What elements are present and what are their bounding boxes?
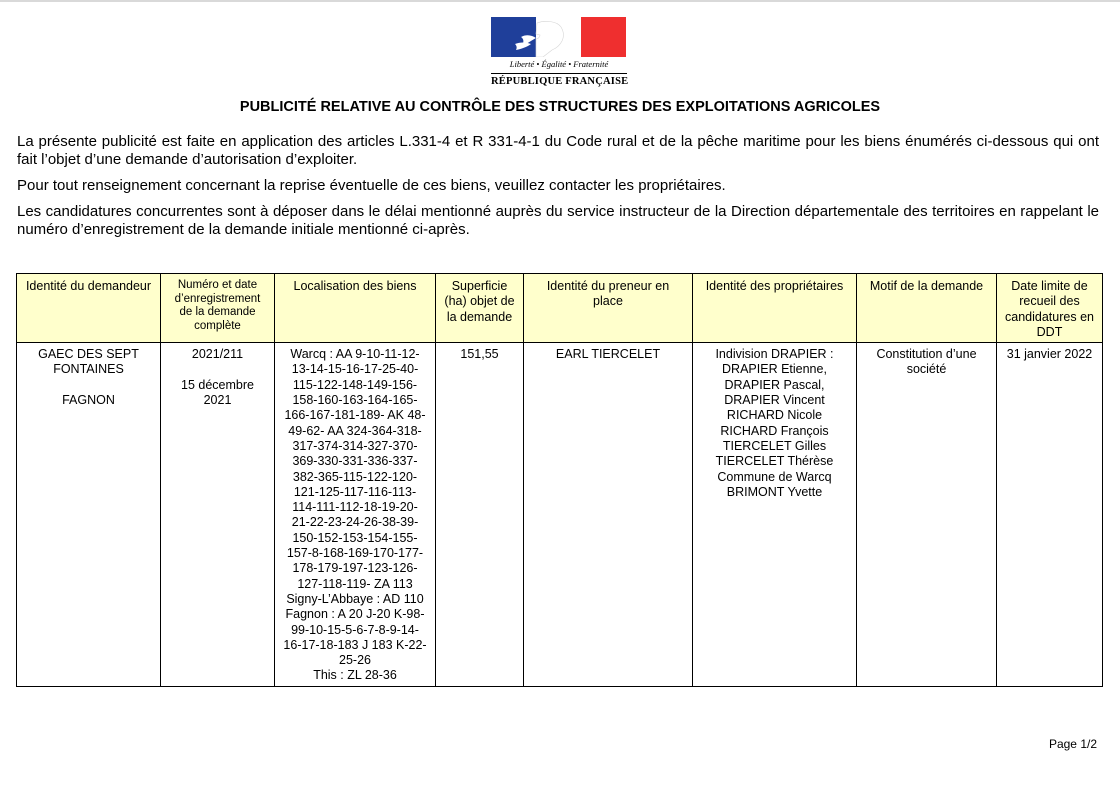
column-header-superficie: Superficie (ha) objet de la demande: [436, 274, 524, 343]
column-header-preneur: Identité du preneur en place: [524, 274, 693, 343]
page-top-border: [0, 0, 1120, 2]
table-row: [17, 343, 1103, 687]
republic-motto: Liberté • Égalité • Fraternité: [509, 59, 609, 69]
motto-divider: [491, 73, 627, 74]
column-header-localisation: Localisation des biens: [275, 274, 436, 343]
contact-paragraph: Pour tout renseignement concernant la reprise éventuelle de ces biens, veuillez contacter les propriétaires.: [17, 177, 726, 194]
marianne-flag-icon: [491, 17, 626, 57]
requests-table: [16, 273, 1103, 687]
page-number: Page 1/2: [1048, 737, 1097, 751]
cell-date-limite: 31 janvier 2022: [997, 343, 1103, 687]
column-header-demandeur: Identité du demandeur: [17, 274, 161, 343]
cell-numero-date: 2021/211 15 décembre 2021: [161, 343, 275, 687]
cell-localisation: Warcq : AA 9-10-11-12- 13-14-15-16-17-25-40- 115-122-148-149-156- 158-160-163-164-165- 166-167-181-189- AK 48- 49-62- AA 324-364-318- 317-374-314-327-370- 369-330-331-336-337- 382-365-115-122-120- 121-125-117-116-113- 114-111-112-18-19-20- 21-22-23-24-26-38-39- 150-152-153-154-155- 157-8-168-169-170-177- 178-179-197-123-126- 127-118-119- ZA 113 Signy-L’Abbaye : AD 110 Fagnon : A 20 J-20 K-98- 99-10-15-5-6-7-8-9-14- 16-17-18-183 J 183 K-22- 25-26 This : ZL 28-36: [275, 343, 436, 687]
column-header-motif: Motif de la demande: [857, 274, 997, 343]
column-header-proprietaires: Identité des propriétaires: [693, 274, 857, 343]
republic-name: RÉPUBLIQUE FRANÇAISE: [491, 76, 629, 87]
cell-motif: Constitution d’une société: [857, 343, 997, 687]
cell-superficie: 151,55: [436, 343, 524, 687]
marianne-logo: [491, 17, 627, 89]
cell-proprietaires: Indivision DRAPIER : DRAPIER Etienne, DRAPIER Pascal, DRAPIER Vincent RICHARD Nicole RICHARD François TIERCELET Gilles TIERCELET Thérèse Commune de Warcq BRIMONT Yvette: [693, 343, 857, 687]
cell-preneur: EARL TIERCELET: [524, 343, 693, 687]
cell-demandeur: GAEC DES SEPT FONTAINES FAGNON: [17, 343, 161, 687]
table-header-row: [17, 274, 1103, 343]
column-header-date-limite: Date limite de recueil des candidatures en DDT: [997, 274, 1103, 343]
intro-paragraph: La présente publicité est faite en application des articles L.331-4 et R 331-4-1 du Code rural et de la pêche maritime pour les biens énumérés ci-dessous qui ont fait l’objet d’une demande d’autorisation d’exploiter.: [17, 133, 1099, 168]
document-title: PUBLICITÉ RELATIVE AU CONTRÔLE DES STRUCTURES DES EXPLOITATIONS AGRICOLES: [239, 99, 881, 115]
column-header-numero-date: Numéro et date d’enregistrement de la demande complète: [161, 274, 275, 343]
candidatures-paragraph: Les candidatures concurrentes sont à déposer dans le délai mentionné auprès du service instructeur de la Direction départementale des territoires en rappelant le numéro d’enregistrement de la demande initiale mentionné ci-après.: [17, 203, 1099, 238]
